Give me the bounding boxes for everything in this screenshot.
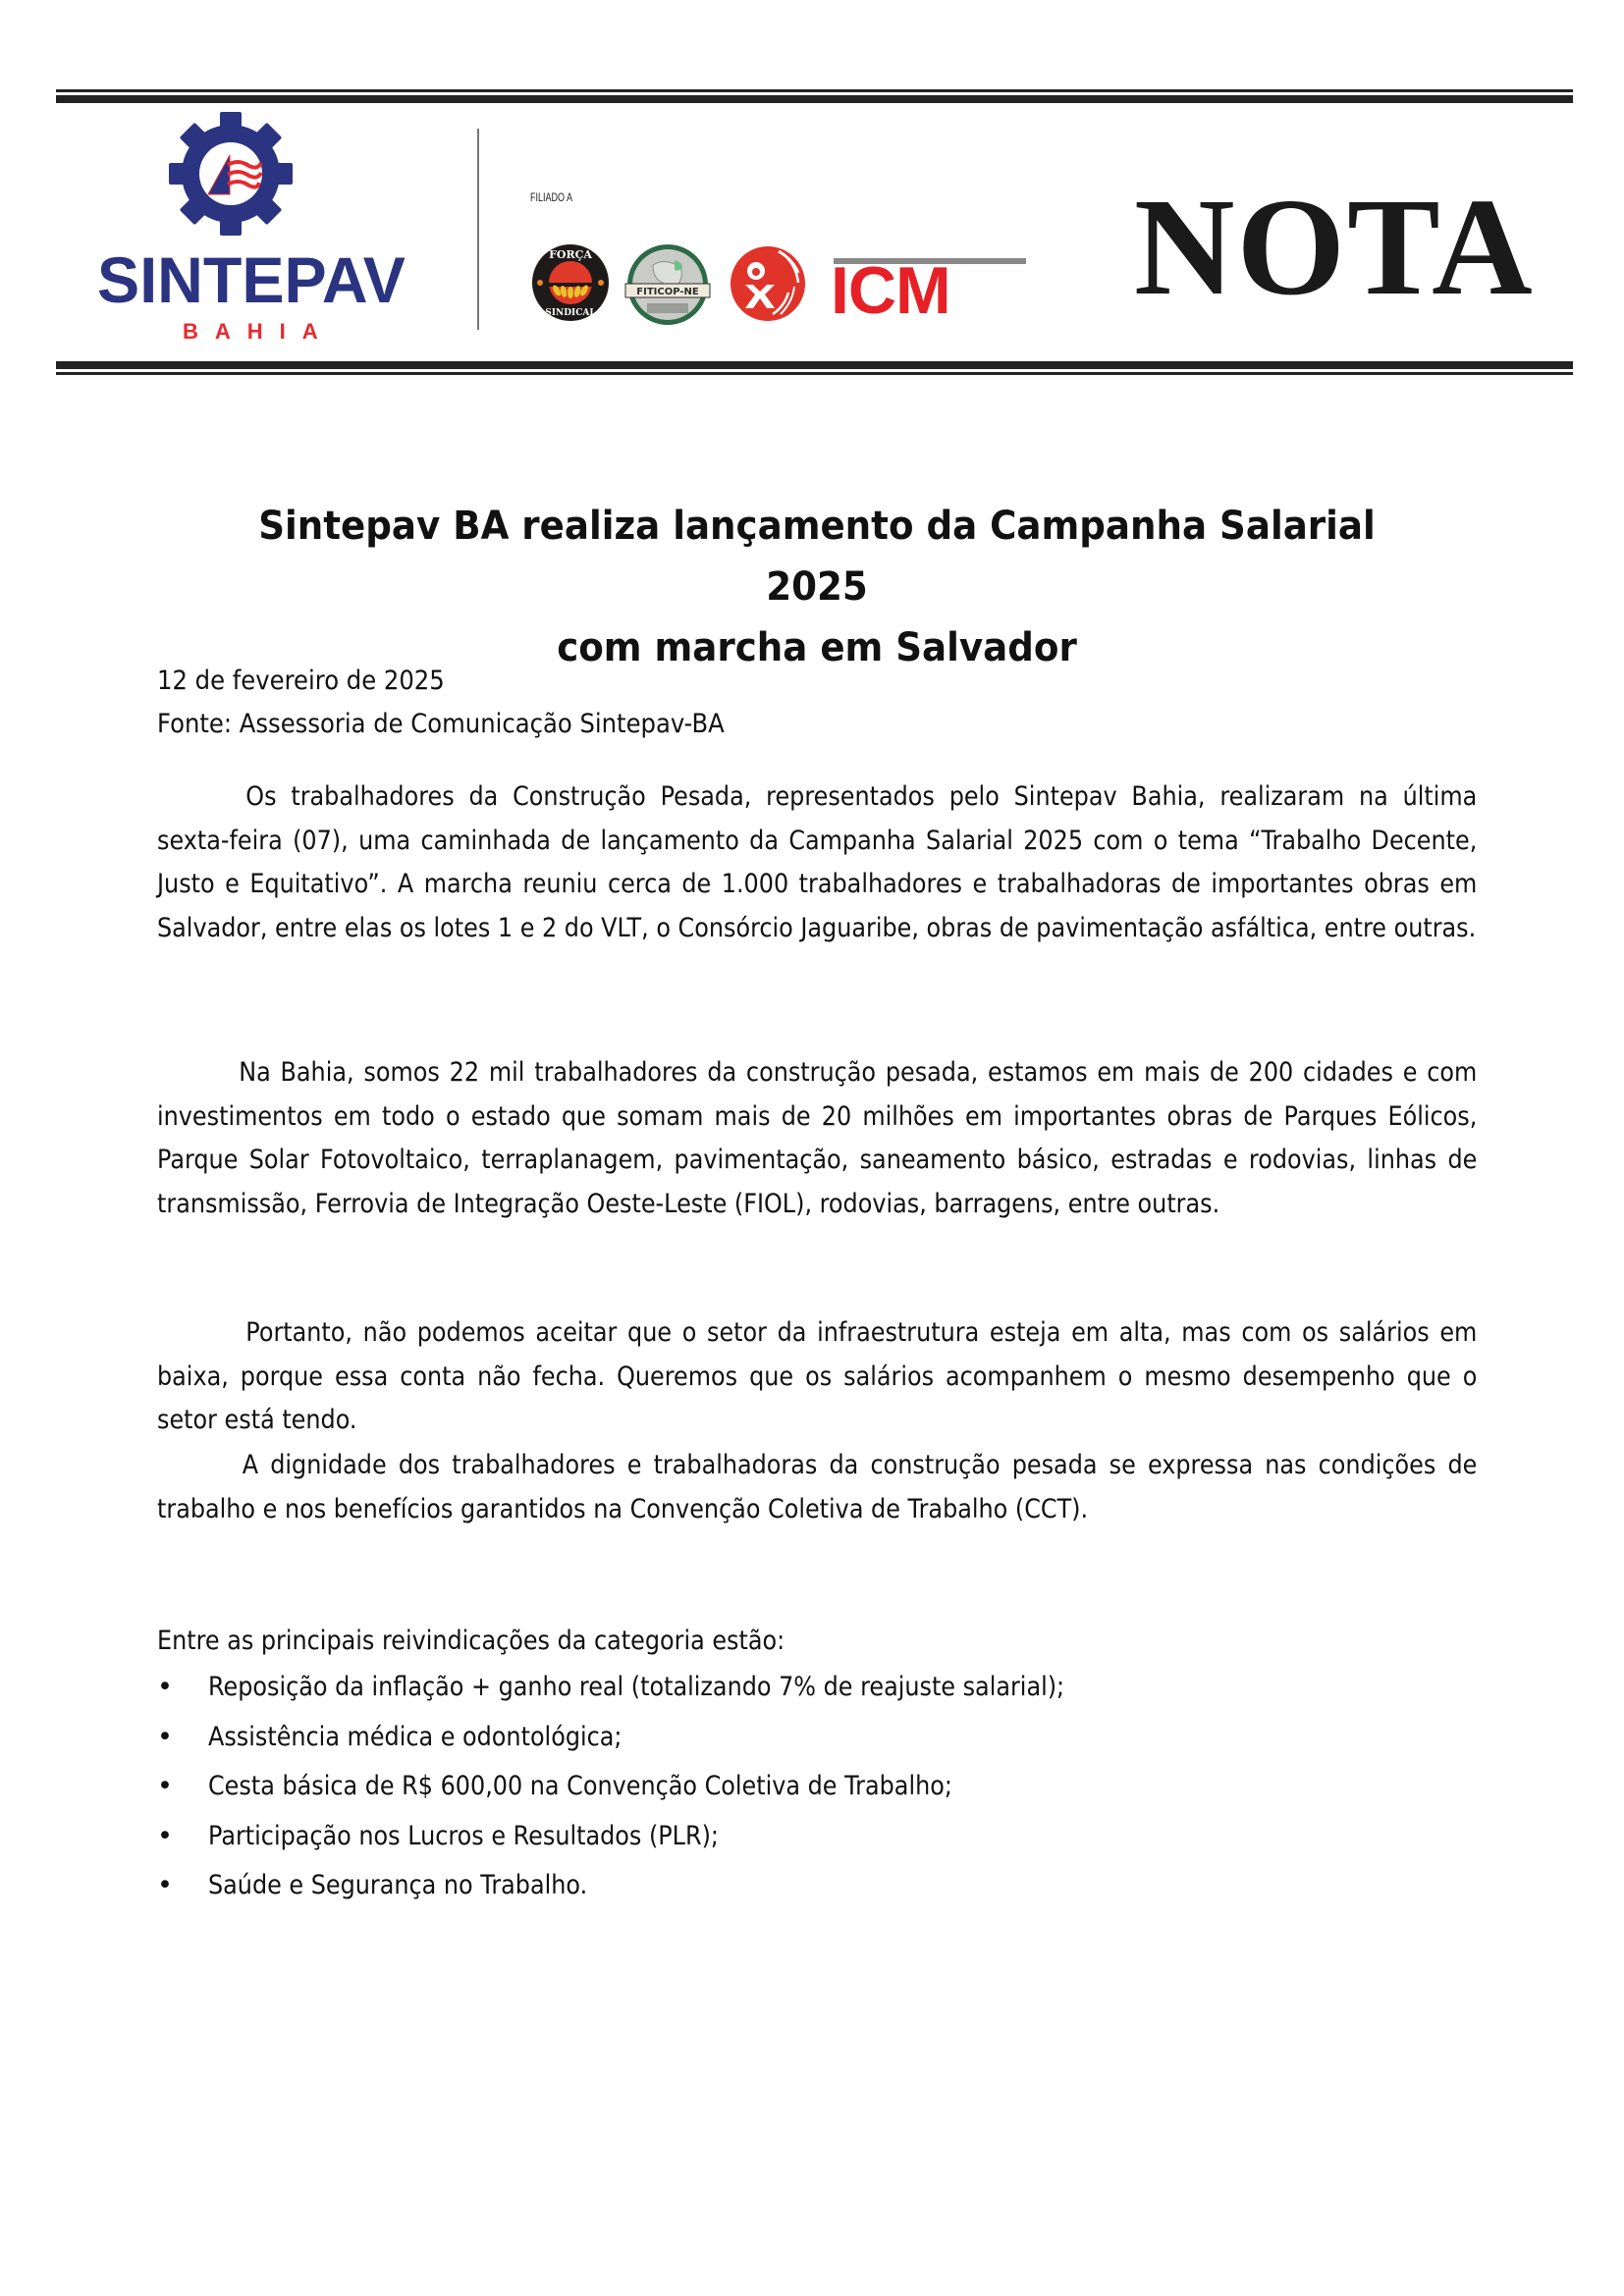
bullet-icon: • xyxy=(157,1672,173,1702)
demands-intro-text: Entre as principais reivindicações da categoria estão: xyxy=(157,1626,785,1656)
gear-icon xyxy=(167,110,295,238)
fiticop-label: FITICOP-NE xyxy=(636,287,699,297)
article-date: 12 de fevereiro de 2025 xyxy=(157,666,445,696)
header-bottom-thick-rule xyxy=(56,361,1573,369)
list-item-text: Cesta básica de R$ 600,00 na Convenção Coletiva de Trabalho; xyxy=(208,1771,952,1801)
list-item xyxy=(157,1815,1477,1865)
article-meta xyxy=(157,660,725,746)
affiliated-label: FILIADO A xyxy=(530,190,573,204)
list-item xyxy=(157,1765,1477,1815)
paragraph-3 xyxy=(157,1311,1477,1443)
header-top-thick-rule xyxy=(56,95,1573,103)
list-item xyxy=(157,1716,1477,1766)
list-item xyxy=(157,1666,1477,1716)
demands-list xyxy=(157,1666,1477,1914)
list-item-text: Reposição da inflação + ganho real (totalizando 7% de reajuste salarial); xyxy=(208,1672,1065,1702)
article-title xyxy=(203,496,1431,678)
org-region: BAHIA xyxy=(183,319,335,344)
header-divider xyxy=(477,129,479,330)
article-source: Fonte: Assessoria de Comunicação Sintepav-BA xyxy=(157,709,725,739)
forca-top-text: FORÇA xyxy=(549,248,592,261)
uni-logo-icon xyxy=(730,241,806,325)
icm-label: ICM xyxy=(831,253,950,328)
paragraph-text: Na Bahia, somos 22 mil trabalhadores da construção pesada, estamos em mais de 200 cidades e com investimentos em todo o estado que somam mais de 20 milhões em importantes obras de Parques Eólicos, Parque Solar Fotovoltaico, terraplanagem, pavimentação, saneamento básico, estradas e rodovias, linhas de transmissão, Ferrovia de Integração Oeste-Leste (FIOL), rodovias, barragens, entre outras. xyxy=(157,1057,1478,1219)
paragraph-text: Os trabalhadores da Construção Pesada, representados pelo Sintepav Bahia, realizaram na última sexta-feira (07), uma caminhada de lançamento da Campanha Salarial 2025 com o tema “Trabalho Decente, Justo e Equitativo”. A marcha reuniu cerca de 1.000 trabalhadores e trabalhadoras de importantes obras em Salvador, entre elas os lotes 1 e 2 do VLT, o Consórcio Jaguaribe, obras de pavimentação asfáltica, entre outras. xyxy=(157,781,1478,943)
fiticop-ne-logo-icon xyxy=(623,240,712,329)
paragraph-text: Portanto, não podemos aceitar que o setor da infraestrutura esteja em alta, mas com os salários em baixa, porque essa conta não fecha. Queremos que os salários acompanhem o mesmo desempenho que o setor está tendo. xyxy=(157,1317,1478,1435)
list-item xyxy=(157,1864,1477,1914)
list-item-text: Assistência médica e odontológica; xyxy=(208,1721,623,1752)
header-bottom-thin-rule xyxy=(56,372,1573,375)
bullet-icon: • xyxy=(157,1771,173,1801)
demands-intro xyxy=(157,1620,1477,1664)
forca-bottom-text: SINDICAL xyxy=(545,308,596,318)
paragraph-text: A dignidade dos trabalhadores e trabalhadoras da construção pesada se expressa nas condições de trabalho e nos benefícios garantidos na Convenção Coletiva de Trabalho (CCT). xyxy=(157,1450,1478,1524)
list-item-text: Participação nos Lucros e Resultados (PLR); xyxy=(208,1820,719,1851)
paragraph-4 xyxy=(157,1444,1477,1531)
paragraph-2 xyxy=(157,1051,1477,1226)
article-title-line-2: com marcha em Salvador xyxy=(557,625,1077,670)
list-item-text: Saúde e Segurança no Trabalho. xyxy=(208,1870,588,1900)
paragraph-1 xyxy=(157,775,1477,950)
header-top-thin-rule xyxy=(56,89,1573,92)
bullet-icon: • xyxy=(157,1721,173,1752)
org-name: SINTEPAV xyxy=(97,243,406,316)
document-type-label: NOTA xyxy=(1134,169,1535,324)
bullet-icon: • xyxy=(157,1820,173,1851)
forca-sindical-logo-icon xyxy=(531,240,610,324)
bullet-icon: • xyxy=(157,1870,173,1900)
article-title-line-1: Sintepav BA realiza lançamento da Campanha Salarial 2025 xyxy=(258,504,1376,610)
